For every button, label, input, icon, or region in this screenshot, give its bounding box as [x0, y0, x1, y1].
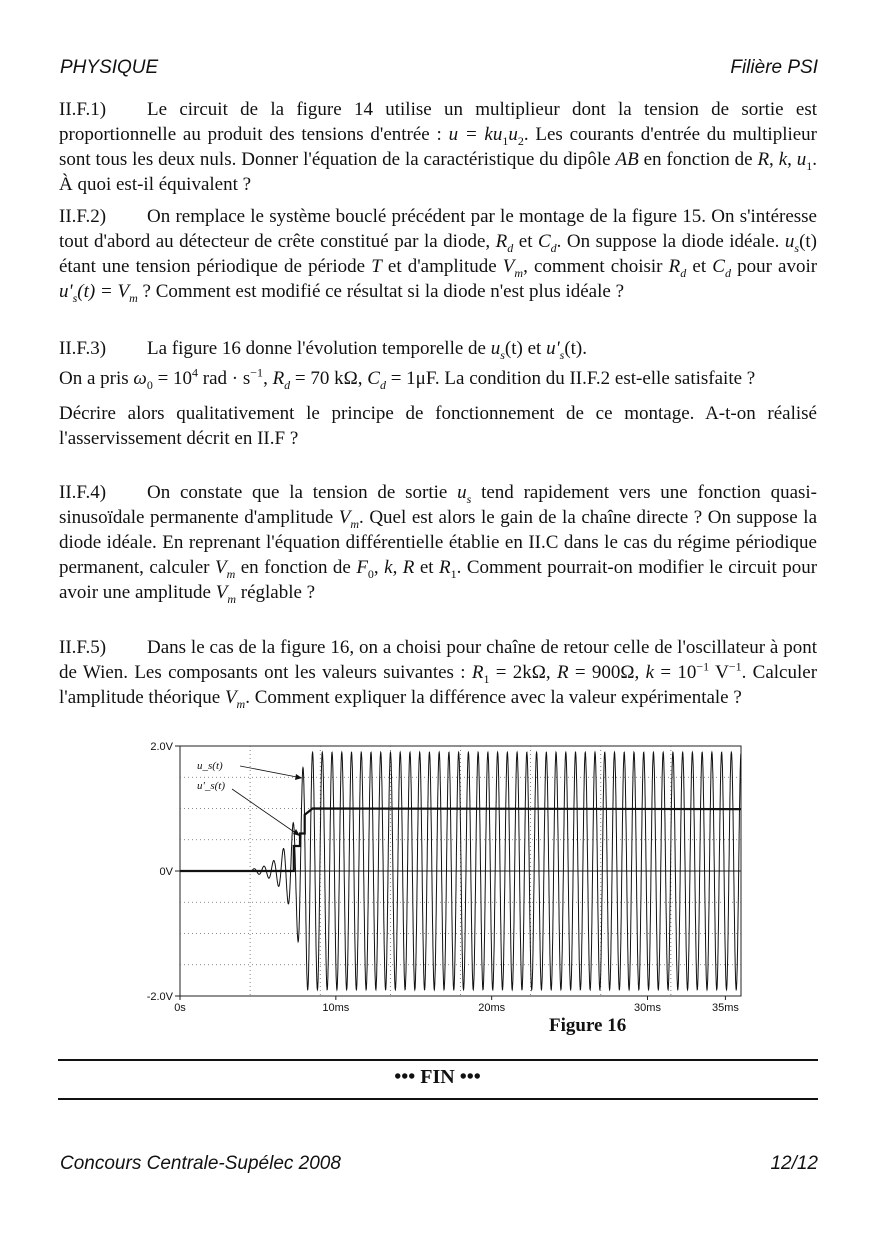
series-us-line	[180, 752, 741, 989]
legend-us-arrowhead	[295, 774, 302, 780]
x-tick-label: 0s	[174, 1002, 186, 1014]
legend-us-label: u_s(t)	[197, 760, 223, 772]
x-tick-label: 35ms	[711, 1002, 739, 1014]
question-number: II.F.5)	[59, 637, 107, 658]
x-tick-label: 20ms	[478, 1002, 506, 1014]
x-tick-label: 30ms	[634, 1002, 661, 1014]
question-II-F-4: II.F.4) On constate que la tension de sortie $u_s$ tend rapidement vers une fonction quasi-sinusoïdale permanente d'amplitude $V_m$. Quel est alors le gain de la chaîne directe ? On suppose la diode idéale. En reprenant l'équation différentielle établie en II.C dans le cas du régime périodique permanent, calculer $V_m$ en fonction de $F_0$, k, R et $R_1$. Comment pourrait-on modifier le circuit pour avoir une amplitude $V_m$ réglable ?	[59, 482, 818, 606]
question-II-F-3: II.F.3) La figure 16 donne l'évolution temporelle de $u_s(t)$ et $u'_s(t)$. On a pris $\omega_0 = 10^4$ rad · $s^{-1}$, $R_d = 70$ kΩ, $C_d = 1\mu F$. La condition du II.F.2 est-elle satisfaite ? Décrire alors qualitativement le principe de fonctionnement de ce montage. A-t-on réalisé l'asservissement décrit en II.F ?	[59, 338, 817, 449]
divider-bottom	[58, 1098, 818, 1100]
header-left: PHYSIQUE	[60, 57, 159, 78]
plot-frame	[180, 746, 741, 996]
x-tick-label: 10ms	[322, 1002, 350, 1014]
legend-us-arrow	[240, 766, 302, 778]
question-number: II.F.2)	[59, 206, 107, 227]
divider-top	[58, 1059, 818, 1061]
question-number: II.F.3)	[59, 338, 107, 359]
y-tick-label: -2.0V	[146, 991, 173, 1003]
question-number: II.F.1)	[59, 99, 107, 120]
header-right: Filière PSI	[730, 57, 818, 78]
legend-us-prime-arrowhead	[293, 829, 300, 836]
fin-marker: ••• FIN •••	[394, 1066, 481, 1088]
figure-caption: Figure 16	[549, 1015, 627, 1036]
series-us-prime-line	[180, 809, 741, 872]
question-II-F-2: II.F.2) On remplace le système bouclé précédent par le montage de la figure 15. On s'intéresse tout d'abord au détecteur de crête constitué par la diode, $R_d$ et $C_d$. On suppose la diode idéale. $u_s(t)$ étant une tension périodique de période T et d'amplitude $V_m$, comment choisir $R_d$ et $C_d$ pour avoir $u'_s(t) = V_m$ ? Comment est modifié ce résultat si la diode n'est plus idéale ?	[59, 206, 818, 305]
question-II-F-1: II.F.1) Le circuit de la figure 14 utilise un multiplieur dont la tension de sortie est proportionnelle au produit des tensions d'entrée : $u = ku_1u_2$. Les courants d'entrée du multiplieur sont tous les deux nuls. Donner l'équation de la caractéristique du dipôle AB en fonction de R, k, $u_1$. À quoi est-il équivalent ?	[59, 99, 818, 195]
y-tick-label: 2.0V	[150, 741, 173, 753]
footer-right: 12/12	[770, 1153, 818, 1174]
legend-us-prime-label: u'_s(t)	[197, 780, 226, 792]
y-tick-label: 0V	[159, 866, 173, 878]
footer-left: Concours Centrale-Supélec 2008	[60, 1153, 341, 1174]
question-II-F-5: II.F.5) Dans le cas de la figure 16, on a choisi pour chaîne de retour celle de l'oscillateur à pont de Wien. Les composants ont les valeurs suivantes : $R_1 = 2k\Omega$, R = 900Ω, $k = 10^{-1}$ $V^{-1}$. Calculer l'amplitude théorique $V_m$. Comment expliquer la différence avec la valeur expérimentale ?	[59, 637, 818, 711]
question-number: II.F.4)	[59, 482, 107, 503]
legend-us-prime-arrow	[232, 789, 300, 836]
